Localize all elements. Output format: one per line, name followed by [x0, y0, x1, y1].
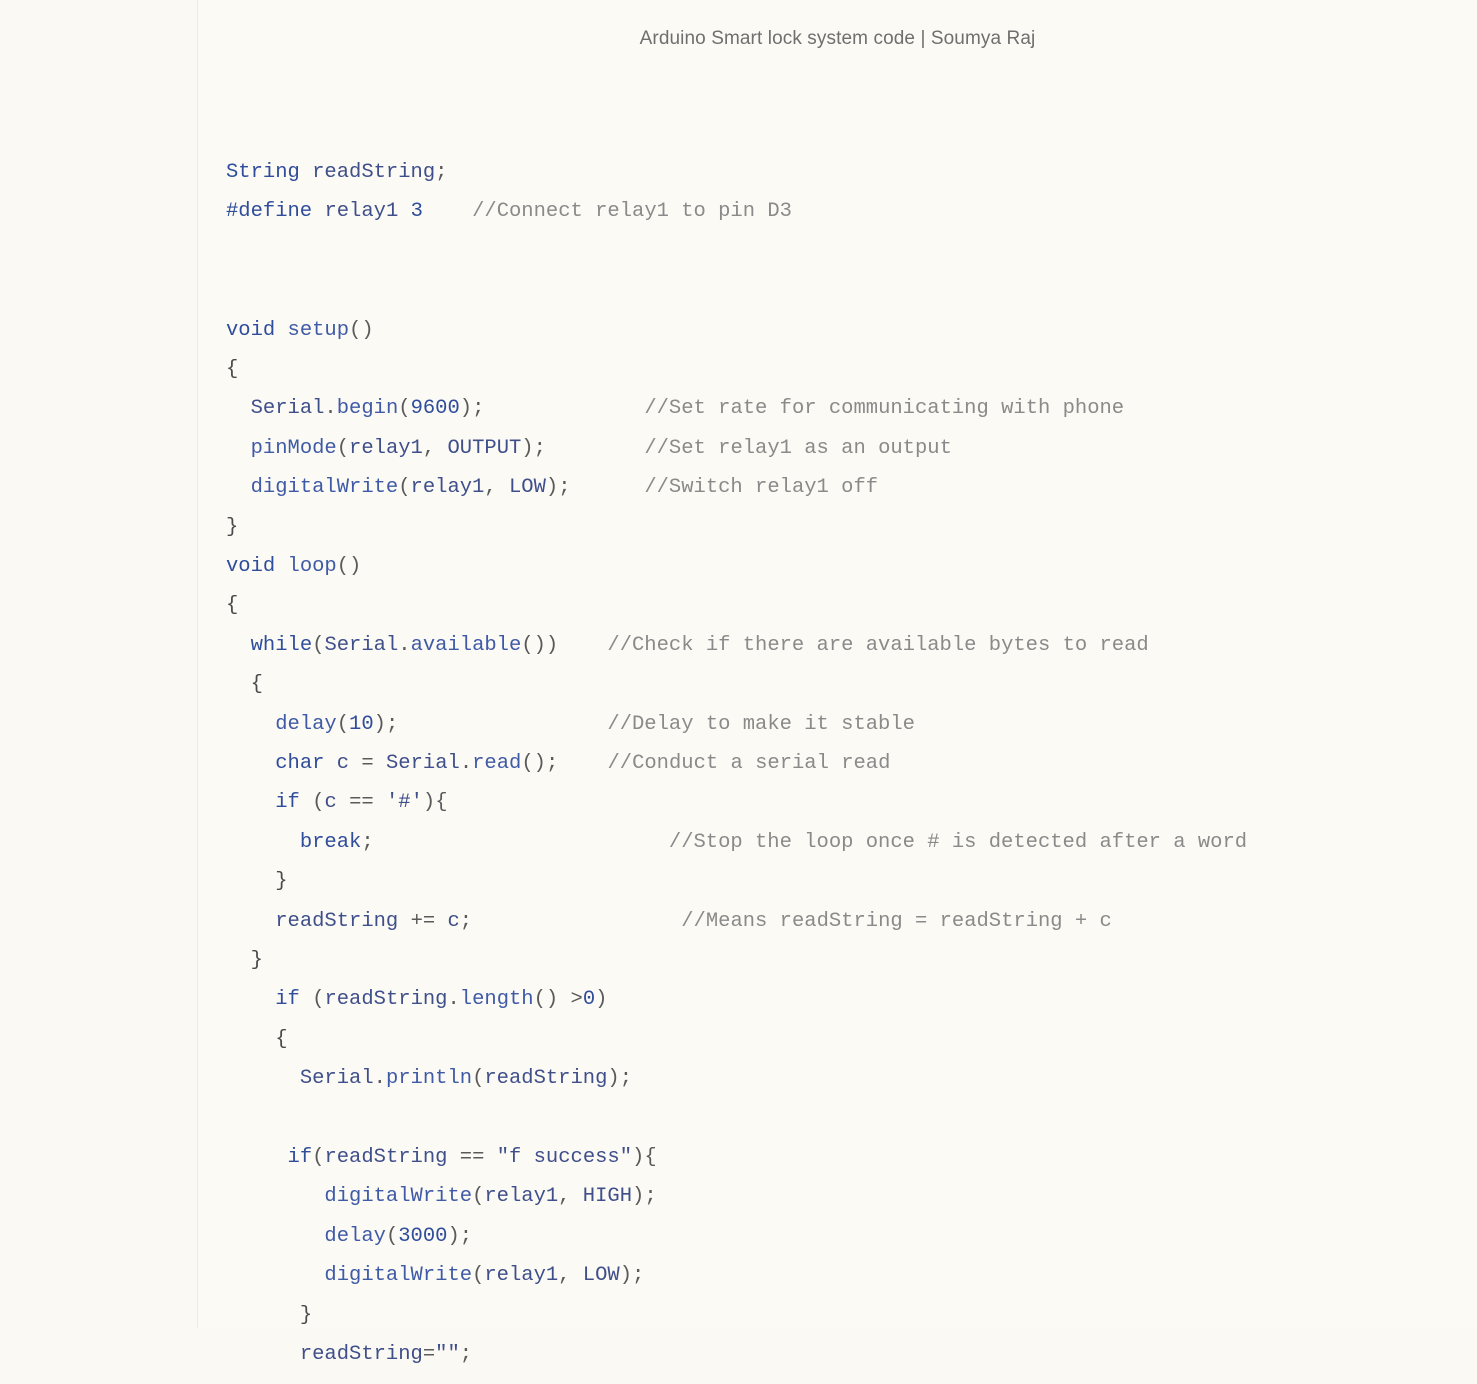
code-line: if (readString.length() >0): [226, 988, 607, 1011]
code-line: [226, 279, 238, 302]
code-line: if(readString == "f success"){: [226, 1146, 657, 1169]
code-line: {: [226, 594, 238, 617]
code-line: digitalWrite(relay1, LOW); //Switch relay1 off: [226, 476, 878, 499]
code-line: void setup(): [226, 319, 374, 342]
code-block: [226, 113, 1466, 1384]
code-line: #define relay1 3 //Connect relay1 to pin D3: [226, 200, 792, 223]
left-margin-gutter: [0, 0, 198, 1328]
page-title: Arduino Smart lock system code | Soumya Raj: [198, 28, 1477, 50]
code-line: [226, 1383, 288, 1384]
code-line: {: [226, 673, 263, 696]
code-content: [226, 161, 1247, 1384]
code-line: digitalWrite(relay1, LOW);: [226, 1264, 644, 1287]
code-line: {: [226, 358, 238, 381]
code-line: }: [226, 516, 238, 539]
code-line: }: [226, 949, 263, 972]
code-line: readString="";: [226, 1343, 472, 1366]
code-line: pinMode(relay1, OUTPUT); //Set relay1 as an output: [226, 437, 952, 460]
code-line: break; //Stop the loop once # is detected after a word: [226, 831, 1247, 854]
code-line: char c = Serial.read(); //Conduct a serial read: [226, 752, 890, 775]
code-line: [226, 1107, 238, 1130]
code-sheet: [198, 0, 1477, 1328]
code-line: delay(3000);: [226, 1225, 472, 1248]
code-line: while(Serial.available()) //Check if there are available bytes to read: [226, 634, 1149, 657]
code-line: Serial.println(readString);: [226, 1067, 632, 1090]
code-line: [226, 240, 238, 263]
code-line: Serial.begin(9600); //Set rate for communicating with phone: [226, 397, 1124, 420]
code-line: delay(10); //Delay to make it stable: [226, 713, 915, 736]
code-line: String readString;: [226, 161, 447, 184]
code-line: }: [226, 1304, 312, 1327]
code-line: {: [226, 1028, 288, 1051]
code-line: digitalWrite(relay1, HIGH);: [226, 1185, 657, 1208]
code-line: if (c == '#'){: [226, 791, 448, 814]
code-line: readString += c; //Means readString = readString + c: [226, 910, 1112, 933]
code-line: }: [226, 870, 288, 893]
code-line: void loop(): [226, 555, 361, 578]
